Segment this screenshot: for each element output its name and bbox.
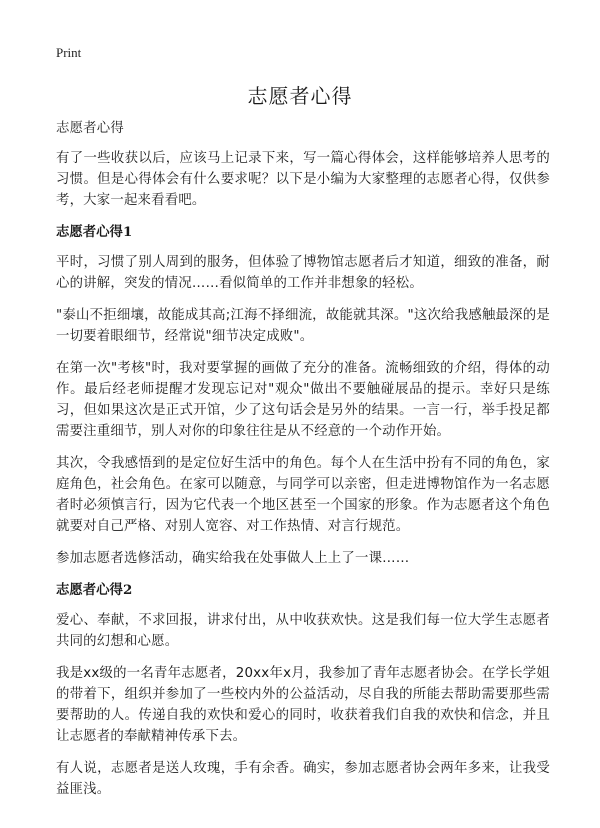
section-1-paragraph-2: "泰山不拒细壤，故能成其高;江海不择细流，故能就其深。"这次给我感触最深的是一切要着眼细节，经常说"细节决定成败"。 xyxy=(56,308,550,344)
document-subtitle: 志愿者心得 xyxy=(56,121,124,136)
document-title: 志愿者心得 xyxy=(247,84,353,108)
section-2-paragraph-3: 有人说，志愿者是送人玫瑰，手有余香。确实，参加志愿者协会两年多来，让我受益匪浅。 xyxy=(56,761,550,797)
section-1-paragraph-4: 其次，令我感悟到的是定位好生活中的角色。每个人在生活中扮有不同的角色，家庭角色，社会角色。在家可以随意，与同学可以亲密，但走进博物馆作为一名志愿者时必须慎言行，因为它代表一个地区甚至一个国家的形象。作为志愿者这个角色就要对自己严格、对别人宽容、对工作热情、对言行规范。 xyxy=(56,456,550,534)
document-body xyxy=(56,118,550,811)
section-heading-2: 志愿者心得2 xyxy=(56,582,133,598)
intro-paragraph: 有了一些收获以后，应该马上记录下来，写一篇心得体会，这样能够培养人思考的习惯。但是心得体会有什么要求呢？以下是小编为大家整理的志愿者心得，仅供参考，大家一起来看看吧。 xyxy=(56,151,550,208)
section-2-paragraph-1: 爱心、奉献，不求回报，讲求付出，从中收获欢快。这是我们每一位大学生志愿者共同的幻想和心愿。 xyxy=(56,613,550,649)
section-1-paragraph-1: 平时，习惯了别人周到的服务，但体验了博物馆志愿者后才知道，细致的准备，耐心的讲解，突发的情况……看似简单的工作并非想象的轻松。 xyxy=(56,255,550,291)
section-1-paragraph-3: 在第一次"考核"时，我对要掌握的画做了充分的准备。流畅细致的介绍，得体的动作。最后经老师提醒才发现忘记对"观众"做出不要触碰展品的提示。幸好只是练习，但如果这次是正式开馆，少了这句话会是另外的结果。一言一行，举手投足都需要注重细节，别人对你的印象往往是从不经意的一个动作开始。 xyxy=(56,361,550,439)
section-2-paragraph-2: 我是xx级的一名青年志愿者，20xx年x月，我参加了青年志愿者协会。在学长学姐的带着下，组织并参加了一些校内外的公益活动，尽自我的所能去帮助需要那些需要帮助的人。传递自我的欢快和爱心的同时，收获着我们自我的欢快和信念，并且让志愿者的奉献精神传承下去。 xyxy=(56,666,550,744)
print-link[interactable]: Print xyxy=(56,45,82,60)
section-1-paragraph-5: 参加志愿者选修活动，确实给我在处事做人上上了一课…… xyxy=(56,551,410,566)
section-heading-1: 志愿者心得1 xyxy=(56,224,133,240)
